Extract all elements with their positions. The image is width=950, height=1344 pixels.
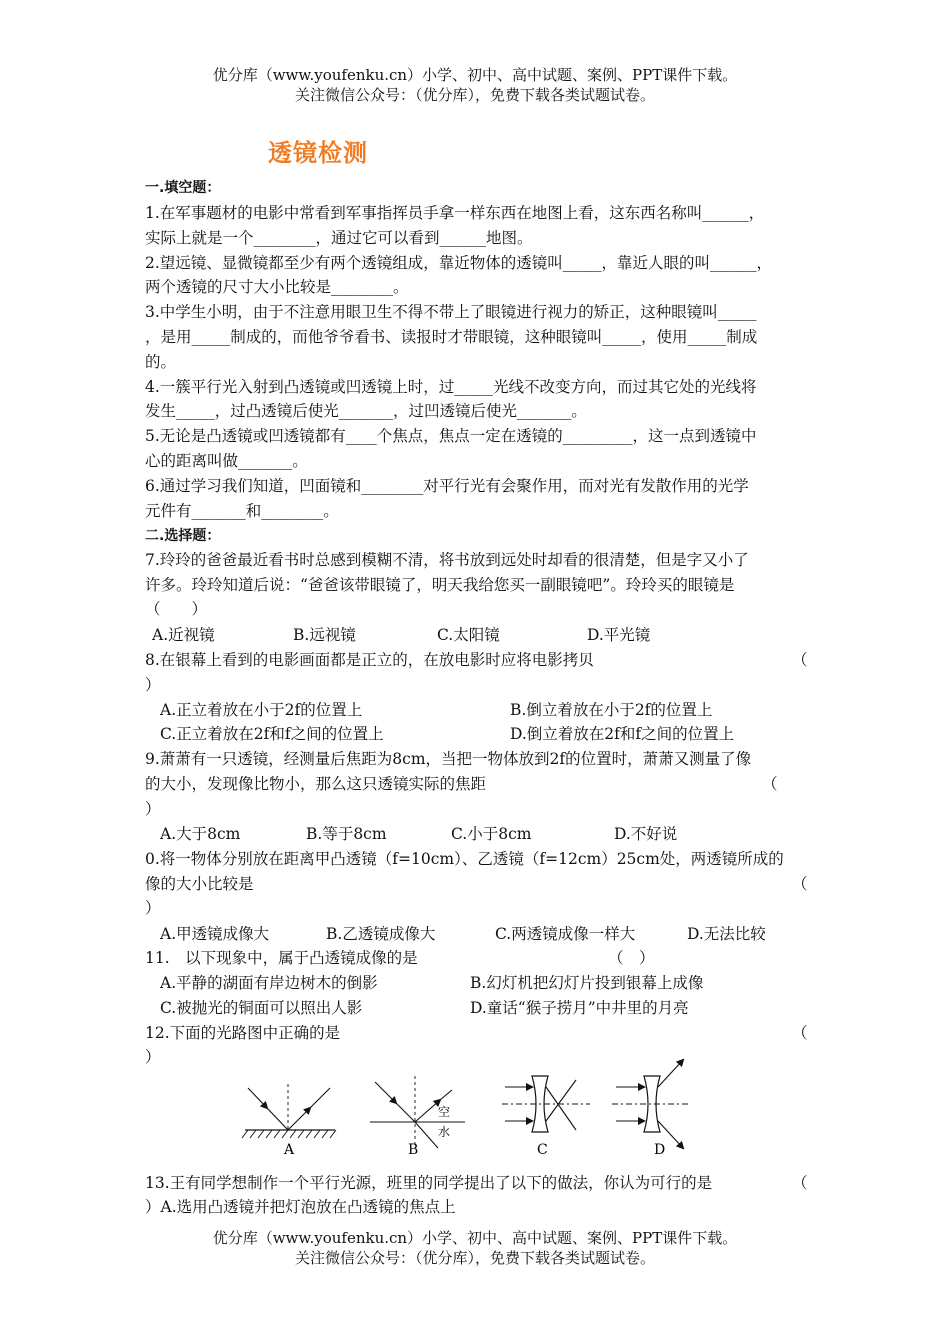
q13-paren-open: （ — [792, 1174, 808, 1192]
q12-paren-close: ） — [145, 1048, 161, 1066]
diagram-d-concave-lens — [612, 1060, 690, 1158]
q9-line-2: 的大小，发现像比物小，那么这只透镜实际的焦距 — [145, 775, 487, 793]
q11-line: 11. 以下现象中，属于凸透镜成像的是 — [145, 949, 418, 967]
q3-line-3: 的。 — [145, 353, 177, 371]
q6-line-1: 6.通过学习我们知道，凹面镜和________对平行光有会聚作用，而对光有发散作用的光学 — [145, 477, 749, 495]
section-fill-in: 一.填空题： — [145, 180, 221, 196]
q11-option-c: C.被抛光的铜面可以照出人影 — [160, 999, 363, 1017]
q11-paren: （ ） — [608, 949, 655, 967]
q7-answer-paren: （ ） — [145, 600, 208, 618]
q2-line-2: 两个透镜的尺寸大小比较是________。 — [145, 278, 409, 296]
q9-option-d: D.不好说 — [614, 825, 678, 843]
q10-line-1: 0.将一物体分别放在距离甲凸透镜（f=10cm）、乙透镜（f=12cm）25cm处，两透镜所成的 — [145, 850, 784, 868]
q7-option-d: D.平光镜 — [587, 626, 651, 644]
q7-line-2: 许多。玲玲知道后说：“爸爸该带眼镜了，明天我给您买一副眼镜吧”。玲玲买的眼镜是 — [145, 576, 735, 594]
q9-option-a: A.大于8cm — [160, 825, 241, 843]
q10-paren-close: ） — [145, 899, 161, 917]
q11-option-d: D.童话“猴子捞月”中井里的月亮 — [470, 999, 689, 1017]
q6-line-2: 元件有_______和________。 — [145, 502, 339, 520]
page-title: 透镜检测 — [268, 139, 368, 167]
q3-line-2: ，是用_____制成的，而他爷爷看书、读报时才带眼镜，这种眼镜叫_____，使用_____制成 — [145, 328, 758, 346]
q8-paren-open: （ — [792, 651, 808, 669]
diagram-label-b: B — [408, 1142, 419, 1158]
footer-line-2: 关注微信公众号：（优分库），免费下载各类试题试卷。 — [294, 1249, 655, 1267]
section-choice: 二.选择题： — [145, 528, 221, 544]
diagram-c-concave-lens — [502, 1076, 590, 1158]
q3-line-1: 3.中学生小明，由于不注意用眼卫生不得不带上了眼镜进行视力的矫正，这种眼镜叫_____ — [145, 303, 757, 321]
q9-option-c: C.小于8cm — [451, 825, 532, 843]
q7-line-1: 7.玲玲的爸爸最近看书时总感到模糊不清，将书放到远处时却看的很清楚，但是字又小了 — [145, 551, 749, 569]
diagram-b-refraction — [370, 1076, 465, 1158]
header-line-1: 优分库（www.youfenku.cn）小学、初中、高中试题、案例、PPT课件下载。 — [212, 66, 738, 84]
q13-line-2: ）A.选用凸透镜并把灯泡放在凸透镜的焦点上 — [145, 1198, 456, 1216]
q8-line: 8.在银幕上看到的电影画面都是正立的，在放电影时应将电影拷贝 — [145, 651, 594, 669]
q13-line: 13.王有同学想制作一个平行光源，班里的同学提出了以下的做法，你认为可行的是 — [145, 1174, 713, 1192]
diagram-label-d: D — [654, 1142, 666, 1158]
q12-paren-open: （ — [792, 1024, 808, 1042]
q8-paren-close: ） — [145, 676, 161, 694]
q9-paren-open: （ — [762, 775, 778, 793]
q10-paren-open: （ — [792, 875, 808, 893]
footer-line-1: 优分库（www.youfenku.cn）小学、初中、高中试题、案例、PPT课件下载。 — [212, 1229, 738, 1247]
air-label: 空 — [438, 1105, 451, 1119]
q7-option-b: B.远视镜 — [293, 626, 356, 644]
q12-line: 12.下面的光路图中正确的是 — [145, 1024, 341, 1042]
q9-line-1: 9.萧萧有一只透镜，经测量后焦距为8cm，当把一物体放到2f的位置时，萧萧又测量了像 — [145, 750, 752, 768]
q9-option-b: B.等于8cm — [306, 825, 387, 843]
q4-line-2: 发生_____，过凸透镜后使光_______，过凹透镜后使光_______。 — [145, 402, 587, 420]
q8-option-b: B.倒立着放在小于2f的位置上 — [510, 701, 713, 719]
q8-option-a: A.正立着放在小于2f的位置上 — [160, 701, 363, 719]
header-line-2: 关注微信公众号：（优分库），免费下载各类试题试卷。 — [294, 86, 655, 104]
q1-line-2: 实际上就是一个________，通过它可以看到______地图。 — [145, 229, 533, 247]
q7-option-c: C.太阳镜 — [437, 626, 500, 644]
q10-option-d: D.无法比较 — [687, 925, 766, 943]
water-label: 水 — [438, 1125, 451, 1139]
q5-line-2: 心的距离叫做_______。 — [145, 452, 308, 470]
q8-option-d: D.倒立着放在2f和f之间的位置上 — [510, 725, 735, 743]
q1-line-1: 1.在军事题材的电影中常看到军事指挥员手拿一样东西在地图上看，这东西名称叫______， — [145, 204, 765, 222]
diagram-label-a: A — [284, 1142, 295, 1158]
q11-option-b: B.幻灯机把幻灯片投到银幕上成像 — [470, 974, 704, 992]
light-path-diagrams — [240, 1052, 700, 1160]
q10-line-2: 像的大小比较是 — [145, 875, 254, 893]
q11-option-a: A.平静的湖面有岸边树木的倒影 — [160, 974, 378, 992]
diagram-a-reflection — [242, 1084, 336, 1158]
q9-paren-close: ） — [145, 800, 161, 818]
diagram-label-c: C — [537, 1142, 548, 1158]
q10-option-b: B.乙透镜成像大 — [326, 925, 436, 943]
q10-option-a: A.甲透镜成像大 — [160, 925, 270, 943]
q2-line-1: 2.望远镜、显微镜都至少有两个透镜组成，靠近物体的透镜叫_____，靠近人眼的叫______， — [145, 254, 773, 272]
q8-option-c: C.正立着放在2f和f之间的位置上 — [160, 725, 384, 743]
q7-option-a: A.近视镜 — [152, 626, 215, 644]
q4-line-1: 4.一簇平行光入射到凸透镜或凹透镜上时，过_____光线不改变方向，而过其它处的光线将 — [145, 378, 757, 396]
q5-line-1: 5.无论是凸透镜或凹透镜都有____个焦点，焦点一定在透镜的_________，这一点到透镜中 — [145, 427, 757, 445]
q10-option-c: C.两透镜成像一样大 — [495, 925, 636, 943]
